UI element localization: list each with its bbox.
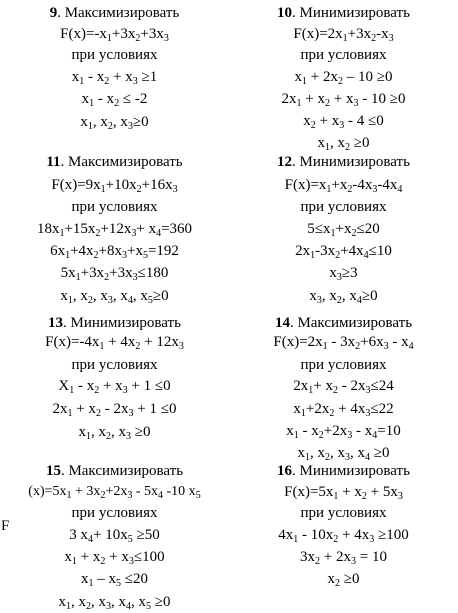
constraint: $2x_1 + x_2 - 2x_3 + 1 \le 0$ (52, 401, 177, 419)
non-negativity: $x_2 \ge 0$ (327, 571, 360, 589)
objective-function: $F(x)=2x_1 - 3x_2+6x_3 - x_4$ (273, 334, 414, 352)
problem-heading (229, 4, 458, 22)
constraint: $3x_2 + 2x_3 = 10$ (300, 549, 387, 567)
constraint: $x_1 - x_2+2x_3 - x_4=10$ (286, 423, 401, 441)
problem-heading (229, 314, 458, 332)
conditions-label: при условиях (300, 505, 387, 521)
conditions-label: при условиях (71, 47, 158, 63)
problem-task: . Максимизировать (60, 154, 183, 170)
non-negativity: $x_1$, $x_2$, $x_3\ge 0$ (80, 114, 149, 132)
constraint: $2x_1+ x_2 - 2x_3\le 24$ (293, 378, 394, 396)
objective-function: $F(x)=9x_1+10x_2+16x_3$ (51, 177, 178, 195)
constraint: 3 $x_4+ 10x_5 \ge 50$ (69, 527, 160, 545)
problem-task: . Минимизировать (292, 154, 410, 170)
constraint: $x_1 + x_2 + x_3\le 100$ (64, 549, 165, 567)
problem-number: 12 (277, 154, 293, 170)
objective-function: $F(x)=x_1+x_2-4x_3-4x_4$ (284, 177, 403, 195)
conditions-label: при условиях (300, 357, 387, 373)
non-negativity: $x_3$, $x_2$, $x_4\ge 0$ (309, 288, 378, 306)
problem-heading (229, 462, 458, 480)
problem-task: . Максимизировать (60, 463, 184, 479)
constraint: $x_2 + x_3 - 4 \le 0$ (303, 113, 384, 131)
constraint: $X_1 - x_2 + x_3 + 1 \le 0$ (58, 378, 171, 396)
problem-number: 13 (48, 315, 64, 331)
constraint: $x_1 - x_2 \le -2$ (81, 91, 148, 109)
problem-task: . Минимизировать (292, 463, 410, 479)
stray-letter: F (1, 518, 10, 534)
objective-function: $F(x)=5x_1 + x_2 + 5x_3$ (284, 484, 403, 502)
problem-number: 9 (49, 5, 58, 21)
objective-function: $F(x)=2x_1+3x_2-x_3$ (293, 26, 394, 44)
problem-task: . Минимизировать (63, 315, 181, 331)
problem-number: 16 (277, 463, 293, 479)
non-negativity: $x_1$, $x_2$, $x_3$, $x_4$, $x_5\ge 0$ (60, 288, 169, 306)
constraint: $x_1 - x_5 \le 20$ (81, 571, 148, 589)
problem-heading (0, 4, 229, 22)
problem-number: 14 (274, 315, 290, 331)
problem-task: . Максимизировать (289, 315, 413, 331)
conditions-label: при условиях (300, 199, 387, 215)
constraint: $18x_1+15x_2+12x_3+ x_4=360$ (36, 221, 193, 239)
problem-heading (0, 314, 229, 332)
problem-heading (0, 153, 229, 171)
constraint: $2x_1-3x_2+4x_4\le 10$ (295, 243, 392, 261)
constraint: $4x_1 - 10x_2 + 4x_3 \ge 100$ (278, 527, 409, 545)
problem-number: 11 (46, 154, 61, 170)
constraint: $x_1+2x_2 + 4x_3\le 22$ (293, 401, 394, 419)
problem-task: . Минимизировать (292, 5, 410, 21)
problem-heading (0, 462, 229, 480)
non-negativity: $x_1$, $x_2 \ge 0$ (317, 135, 370, 153)
conditions-label: при условиях (71, 505, 158, 521)
constraint: $2x_1 + x_2 + x_3 - 10 \ge 0$ (281, 91, 406, 109)
problem-task: . Максимизировать (57, 5, 180, 21)
objective-function: $(x)=5x_1 + 3x_2+2x_3 - 5x_4$ -10 $x_5$ (28, 484, 201, 501)
constraint: $5\le x_1+x_2\le 20$ (307, 221, 380, 239)
constraint: $x_1 + 2x_2 - 10 \ge 0$ (294, 69, 393, 87)
conditions-label: при условиях (300, 47, 387, 63)
conditions-label: при условиях (71, 357, 158, 373)
non-negativity: $x_1$, $x_2$, $x_3 \ge 0$ (78, 424, 151, 442)
objective-function: $F(x)=-4x_1 + 4x_2 + 12x_3$ (45, 334, 184, 352)
non-negativity: $x_1$, $x_2$, $x_3$, $x_4$, $x_5 \ge 0$ (58, 594, 171, 612)
problem-heading (229, 153, 458, 171)
constraint: $5x_1+3x_2+3x_3\le 180$ (60, 265, 169, 283)
constraint: $x_1 - x_2 + x_3 \ge 1$ (71, 69, 158, 87)
non-negativity: $x_1$, $x_2$, $x_3$, $x_4 \ge 0$ (297, 445, 390, 463)
constraint: $x_3\ge 3$ (329, 265, 358, 283)
problem-number: 10 (277, 5, 293, 21)
problem-number: 15 (45, 463, 61, 479)
objective-function: $F(x)=-x_1+3x_2+3x_3$ (60, 26, 169, 44)
conditions-label: при условиях (71, 199, 158, 215)
constraint: $6x_1+4x_2+8x_3+x_5=192$ (50, 243, 179, 261)
